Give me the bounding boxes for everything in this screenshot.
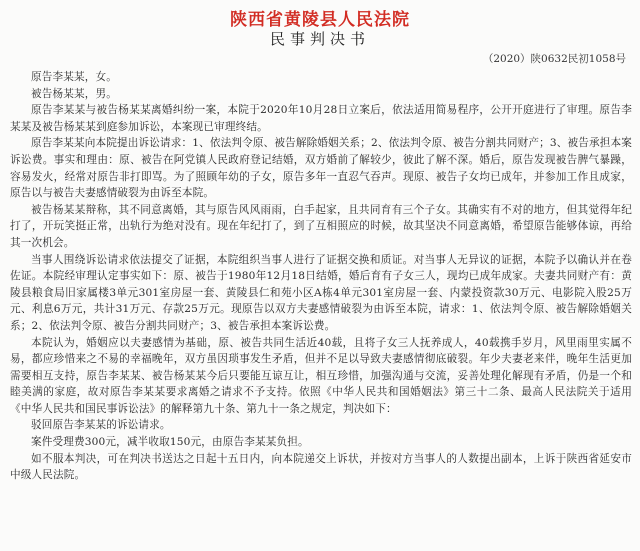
- court-fee-line: 案件受理费300元，减半收取150元，由原告李某某负担。: [31, 436, 309, 449]
- verdict-line: 驳回原告李某某的诉讼请求。: [31, 419, 171, 432]
- facts-found-paragraph: 当事人围绕诉讼请求依法提交了证据，本院组织当事人进行了证据交换和质证。对当事人无异议的证据，本院予以确认并在卷佐证。本院经审理认定事实如下：原、被告于1980年12月18日结婚，婚后育有子女三人，现均已成年成家。夫妻共同财产有：黄陵县粮食局旧家属楼3单元301室房屋一套、黄陵县仁和苑小区A栋4单元301室房屋一套、内蒙投资款30万元、电影院入股25万元、利息6万元，共计31万元、存款25万元。现原告以双方夫妻感情破裂为由诉至本院，请求：1、依法判令原、被告解除婚姻关系；2、依法判令原、被告分割共同财产；3、被告承担本案诉讼费。: [10, 253, 632, 332]
- plaintiff-claims-paragraph: 原告李某某向本院提出诉讼请求：1、依法判令原、被告解除婚姻关系；2、依法判令原、被告分割共同财产；3、被告承担本案诉讼费。事实和理由：原、被告在阿党镇人民政府登记结婚，双方婚前了解较少，彼此了解不深。婚后，原告发现被告脾气暴躁，容易发火，经常对原告非打即骂。为了照顾年幼的子女，原告多年一直忍气吞声。现原、被告子女均已成年，并参加工作且成家，原告以与被告夫妻感情破裂为由诉至本院。: [10, 137, 632, 200]
- defendant-defense-paragraph: 被告杨某某辩称，其不同意离婚，其与原告风风雨雨，白手起家，且共同育有三个子女。其确实有不对的地方，但其觉得年纪打了，开玩笑挺正常，出轨行为绝对没有。现在年纪打了，到了互相照应的时候，故其坚决不同意离婚，希望原告能够体谅，再给其一次机会。: [10, 203, 632, 249]
- appeal-notice-paragraph: 如不服本判决，可在判决书送达之日起十五日内，向本院递交上诉状，并按对方当事人的人数提出副本，上诉于陕西省延安市中级人民法院。: [10, 452, 632, 482]
- case-intro-paragraph: 原告李某某与被告杨某某离婚纠纷一案，本院于2020年10月28日立案后，依法适用简易程序，公开开庭进行了审理。原告李某某及被告杨某某到庭参加诉讼，本案现已审理终结。: [10, 104, 632, 133]
- court-name-heading: 陕西省黄陵县人民法院: [230, 10, 410, 30]
- plaintiff-line: 原告李某某，女。: [31, 71, 117, 83]
- document-type-heading: 民事判决书: [269, 30, 370, 48]
- case-number: （2020）陕0632民初1058号: [482, 53, 626, 65]
- defendant-line: 被告杨某某，男。: [31, 87, 117, 100]
- judgment-body: [10, 69, 632, 484]
- court-opinion-paragraph: 本院认为，婚姻应以夫妻感情为基础，原、被告共同生活近40载，且将子女三人抚养成人，40载携手岁月，风里雨里实属不易，都应珍惜来之不易的幸福晚年，双方虽因琐事发生矛盾，但并不足以导致夫妻感情彻底破裂。年少夫妻老来伴，晚年生活更加需要相互支持，原告李某某、被告杨某某今后只要能互谅互让，相互珍惜，加强沟通与交流，妥善处理化解现有矛盾，仍是一个和睦美满的家庭，故对原告李某某要求离婚之请求不予支持。依照《中华人民共和国婚姻法》第三十二条、最高人民法院关于适用《中华人民共和国民事诉讼法》的解释第九十条、第九十一条之规定，判决如下：: [10, 336, 632, 415]
